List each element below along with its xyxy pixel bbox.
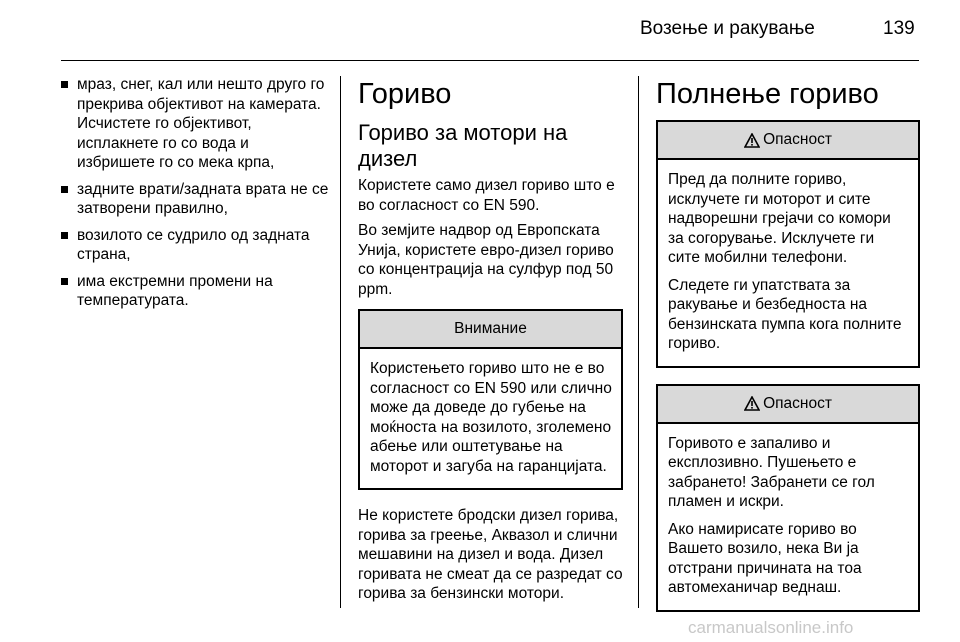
column-divider bbox=[638, 76, 639, 608]
column-divider bbox=[340, 76, 341, 608]
section-title: Гориво bbox=[358, 78, 452, 110]
danger-box-title: Опасност bbox=[763, 394, 832, 412]
paragraph: Користете само дизел гориво што е во согласност со EN 590. bbox=[358, 177, 615, 214]
notice-box-text: Користењето гориво што не е во согласност со EN 590 или слично може да доведе до губење на моќноста на возилото, зголемено абење или оштетување на моторот и загуба на гаранцијата. bbox=[370, 360, 612, 475]
danger-box-text: Пред да полните гориво, исклучете ги моторот и сите надворешни грејачи со комори за согорување. Исклучете ги сите мобилни телефони. bbox=[668, 171, 891, 266]
bullet-text: задните врати/задната врата не се затворени правилно, bbox=[77, 180, 329, 217]
bullet-item bbox=[61, 180, 329, 219]
warning-triangle-icon bbox=[744, 133, 760, 148]
header-rule bbox=[61, 60, 919, 61]
bullet-item bbox=[61, 272, 329, 311]
danger-box-text: Следете ги упатствата за ракување и безбедноста на бензинската пумпа кога полните гориво. bbox=[668, 276, 902, 352]
section-title: Полнење гориво bbox=[656, 78, 879, 110]
page-number: 139 bbox=[883, 18, 915, 39]
bullet-text: има екстремни промени на температурата. bbox=[77, 272, 273, 309]
danger-box-text: Ако намирисате гориво во Вашето возило, нека Ви ја отстрани причината на тоа автомеханичар веднаш. bbox=[668, 520, 862, 596]
square-bullet-icon bbox=[61, 81, 68, 88]
square-bullet-icon bbox=[61, 232, 68, 239]
bullet-text: возилото се судрило од задната страна, bbox=[77, 226, 310, 263]
subsection-title: Гориво за мотори на дизел bbox=[358, 120, 568, 171]
notice-box-title: Внимание bbox=[360, 311, 621, 349]
notice-box bbox=[358, 309, 623, 490]
bullet-text: мраз, снег, кал или нешто друго го прекрива објективот на камерата. Исчистете го објективот, исплакнете го со вода и избришете го со мека крпа, bbox=[77, 76, 325, 171]
bullet-item bbox=[61, 75, 329, 173]
warning-triangle-icon bbox=[744, 396, 760, 411]
danger-box-title: Опасност bbox=[763, 131, 832, 149]
watermark: carmanualsonline.info bbox=[688, 618, 854, 637]
paragraph: Во земјите надвор од Европската Унија, користете евро-дизел гориво со концентрација на сулфур под 50 ppm. bbox=[358, 222, 614, 298]
bullet-item bbox=[61, 226, 329, 265]
middle-column bbox=[358, 78, 623, 610]
paragraph: Не користете бродски дизел горива, горива за греење, Аквазол и слични мешавини на дизел и вода. Дизел горивата не смеат да се разредат со горива за бензински мотори. bbox=[358, 507, 623, 602]
square-bullet-icon bbox=[61, 186, 68, 193]
square-bullet-icon bbox=[61, 278, 68, 285]
left-column bbox=[61, 75, 329, 318]
danger-box bbox=[656, 384, 920, 612]
danger-box-text: Горивото е запаливо и експлозивно. Пушењето е забрането! Забранети се гол пламен и искри. bbox=[668, 434, 875, 510]
right-column bbox=[656, 78, 920, 628]
danger-box bbox=[656, 120, 920, 368]
header-title: Возење и ракување bbox=[640, 18, 815, 39]
